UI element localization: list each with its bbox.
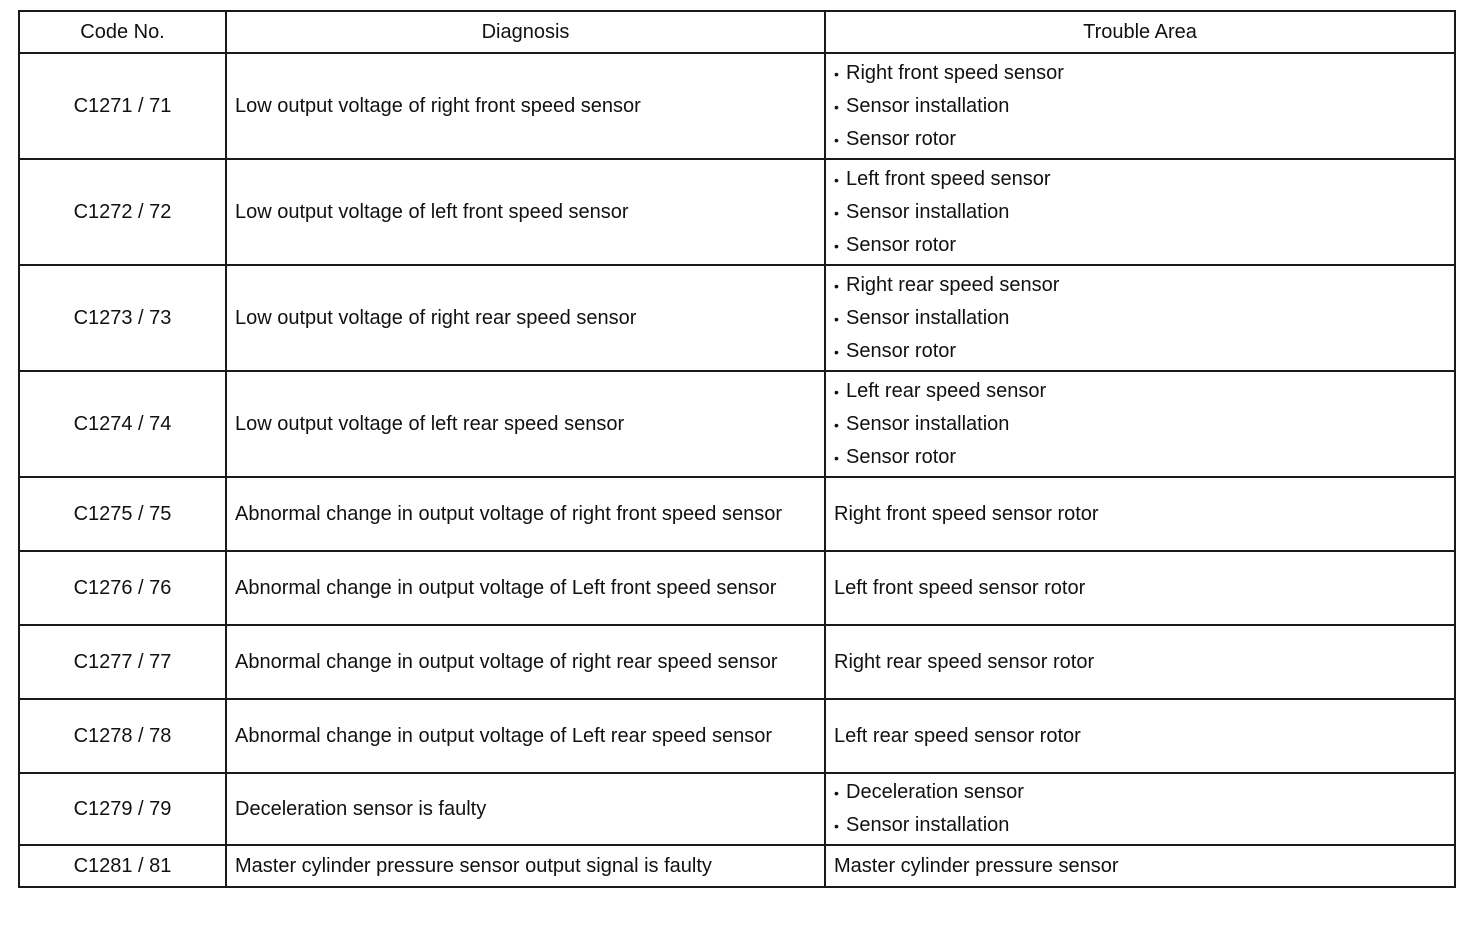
- bullet-icon: •: [834, 131, 839, 148]
- trouble-area-item: • Sensor rotor: [834, 123, 1446, 156]
- bullet-icon: •: [834, 204, 839, 221]
- bullet-icon: •: [834, 237, 839, 254]
- table-row: [19, 477, 1455, 551]
- code-cell: C1277 / 77: [19, 625, 226, 699]
- diagnostic-code-table: [18, 10, 1456, 888]
- bullet-icon: •: [834, 98, 839, 115]
- table-row: [19, 773, 1455, 845]
- code-cell: C1271 / 71: [19, 53, 226, 159]
- trouble-area-cell: Left front speed sensor rotor: [825, 551, 1455, 625]
- code-cell: C1279 / 79: [19, 773, 226, 845]
- code-cell: C1275 / 75: [19, 477, 226, 551]
- code-cell: C1278 / 78: [19, 699, 226, 773]
- table-header-row: [19, 11, 1455, 53]
- bullet-icon: •: [834, 171, 839, 188]
- diagnosis-cell: Abnormal change in output voltage of right front speed sensor: [226, 477, 825, 551]
- trouble-area-item: • Sensor installation: [834, 90, 1446, 123]
- trouble-area-cell: [825, 265, 1455, 371]
- trouble-area-item: • Right rear speed sensor: [834, 269, 1446, 302]
- table-row: [19, 699, 1455, 773]
- trouble-area-cell: [825, 159, 1455, 265]
- diagnosis-cell: Low output voltage of right front speed sensor: [226, 53, 825, 159]
- diagnosis-cell: Deceleration sensor is faulty: [226, 773, 825, 845]
- bullet-icon: •: [834, 343, 839, 360]
- table-row: [19, 845, 1455, 887]
- code-cell: C1274 / 74: [19, 371, 226, 477]
- trouble-area-cell: [825, 773, 1455, 845]
- bullet-icon: •: [834, 383, 839, 400]
- trouble-area-cell: Right front speed sensor rotor: [825, 477, 1455, 551]
- code-cell: C1273 / 73: [19, 265, 226, 371]
- trouble-area-item: • Sensor installation: [834, 196, 1446, 229]
- trouble-area-cell: Left rear speed sensor rotor: [825, 699, 1455, 773]
- code-cell: C1272 / 72: [19, 159, 226, 265]
- bullet-icon: •: [834, 416, 839, 433]
- header-diagnosis: Diagnosis: [226, 11, 825, 53]
- table-row: [19, 53, 1455, 159]
- table-row: [19, 265, 1455, 371]
- diagnosis-cell: Abnormal change in output voltage of Left front speed sensor: [226, 551, 825, 625]
- diagnosis-cell: Abnormal change in output voltage of right rear speed sensor: [226, 625, 825, 699]
- trouble-area-item: • Sensor rotor: [834, 335, 1446, 368]
- bullet-icon: •: [834, 310, 839, 327]
- bullet-icon: •: [834, 65, 839, 82]
- table-row: [19, 625, 1455, 699]
- diagnosis-cell: Low output voltage of left front speed sensor: [226, 159, 825, 265]
- trouble-area-item: • Deceleration sensor: [834, 776, 1446, 809]
- diagnostic-code-table-wrapper: [18, 10, 1454, 888]
- diagnosis-cell: Abnormal change in output voltage of Left rear speed sensor: [226, 699, 825, 773]
- diagnosis-cell: Low output voltage of right rear speed sensor: [226, 265, 825, 371]
- bullet-icon: •: [834, 277, 839, 294]
- diagnosis-cell: Low output voltage of left rear speed sensor: [226, 371, 825, 477]
- trouble-area-cell: Master cylinder pressure sensor: [825, 845, 1455, 887]
- table-row: [19, 159, 1455, 265]
- trouble-area-item: • Right front speed sensor: [834, 57, 1446, 90]
- table-row: [19, 371, 1455, 477]
- trouble-area-cell: Right rear speed sensor rotor: [825, 625, 1455, 699]
- trouble-area-item: • Left front speed sensor: [834, 163, 1446, 196]
- trouble-area-cell: [825, 53, 1455, 159]
- trouble-area-item: • Sensor installation: [834, 408, 1446, 441]
- trouble-area-item: • Sensor installation: [834, 302, 1446, 335]
- table-row: [19, 551, 1455, 625]
- trouble-area-item: • Sensor installation: [834, 809, 1446, 842]
- header-code-no: Code No.: [19, 11, 226, 53]
- trouble-area-item: • Sensor rotor: [834, 441, 1446, 474]
- header-trouble-area: Trouble Area: [825, 11, 1455, 53]
- bullet-icon: •: [834, 818, 839, 834]
- trouble-area-item: • Sensor rotor: [834, 229, 1446, 262]
- trouble-area-cell: [825, 371, 1455, 477]
- bullet-icon: •: [834, 785, 839, 801]
- bullet-icon: •: [834, 449, 839, 466]
- trouble-area-item: • Left rear speed sensor: [834, 375, 1446, 408]
- code-cell: C1281 / 81: [19, 845, 226, 887]
- code-cell: C1276 / 76: [19, 551, 226, 625]
- diagnosis-cell: Master cylinder pressure sensor output signal is faulty: [226, 845, 825, 887]
